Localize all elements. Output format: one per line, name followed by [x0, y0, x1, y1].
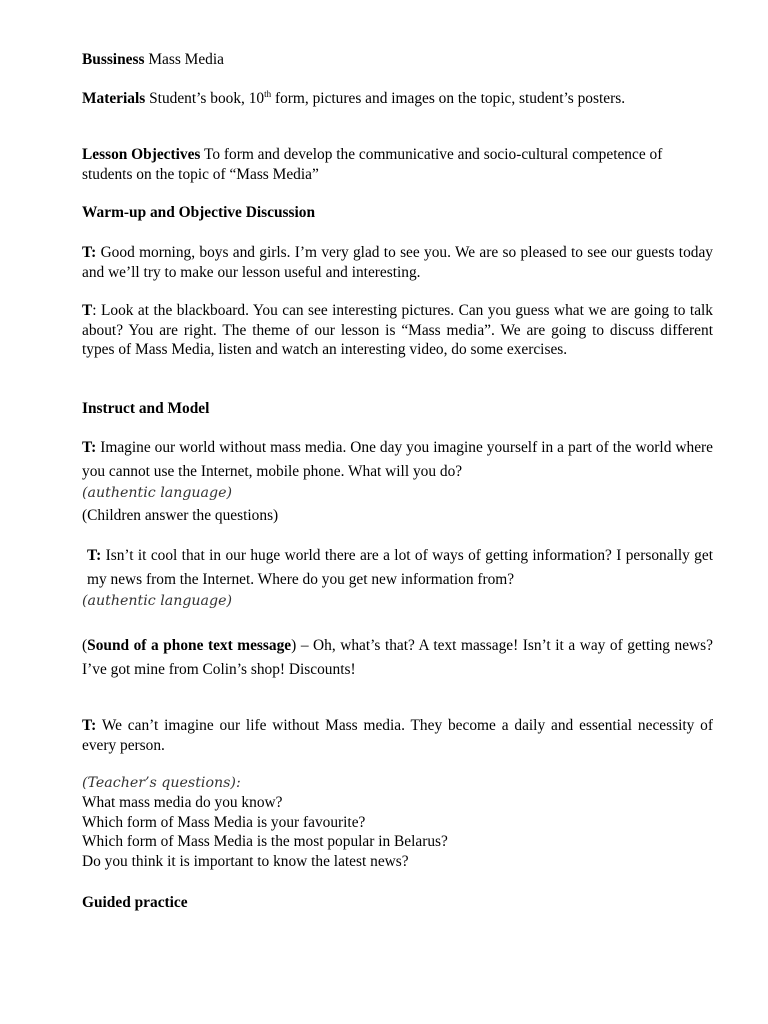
materials-label: Materials — [82, 90, 146, 107]
business-line — [82, 50, 713, 70]
paragraph-blackboard — [82, 301, 713, 360]
materials-text-after: form, pictures and images on the topic, student’s posters. — [271, 90, 626, 107]
speaker-label: T: — [82, 244, 97, 261]
note-authentic-language: (authentic language) — [82, 593, 233, 609]
paragraph-text-message: (Sound of a phone text message) – Oh, what’s that? A text massage! Isn’t it a way of getting news? I’ve got mine from Colin’s shop! Discounts! — [82, 637, 713, 678]
paragraph-text: Isn’t it cool that in our huge world there are a lot of ways of getting information? I personally get my news from the Internet. Where do you get new information from? — [87, 547, 713, 588]
objectives-text: To form and develop the communicative and socio-cultural competence of students on the topic of “Mass Media” — [82, 146, 663, 183]
sound-effect-label: Sound of a phone text message — [87, 637, 292, 654]
instruct-heading: Instruct and Model — [82, 400, 210, 417]
warmup-heading: Warm-up and Objective Discussion — [82, 204, 316, 221]
paragraph-greeting — [82, 243, 713, 282]
paragraph-cool — [82, 544, 713, 610]
note-authentic-language: (authentic language) — [82, 485, 233, 501]
children-note: (Children answer the questions) — [82, 507, 279, 524]
paragraph-text: Imagine our world without mass media. One day you imagine yourself in a part of the world where you cannot use the Internet, mobile phone. What will you do? — [82, 439, 713, 480]
question-item: Do you think it is important to know the latest news? — [82, 852, 409, 870]
materials-sup: th — [264, 88, 272, 99]
teacher-questions — [82, 774, 713, 871]
paragraph-text: – Oh, what’s that? A text massage! Isn’t it a way of getting news? I’ve got mine from Colin’s shop! Discounts! — [82, 637, 713, 678]
business-text: Mass Media — [148, 51, 224, 68]
question-item: Which form of Mass Media is your favourite? — [82, 813, 366, 831]
paragraph-text: We can’t imagine our life without Mass media. They become a daily and essential necessity of every person. — [82, 717, 713, 754]
objectives-paragraph — [82, 145, 713, 184]
objectives-label: Lesson Objectives — [82, 146, 201, 163]
guided-heading: Guided practice — [82, 894, 188, 911]
paragraph-imagine — [82, 436, 713, 526]
speaker-label: T: — [82, 439, 97, 456]
question-item: Which form of Mass Media is the most popular in Belarus? — [82, 833, 448, 850]
paragraph-text: : Look at the blackboard. You can see interesting pictures. Can you guess what we are going to talk about? You are right. The theme of our lesson is “Mass media”. We are going to discuss different types of Mass Media, listen and watch an interesting video, do some exercises. — [82, 302, 713, 358]
speaker-label: T — [82, 302, 93, 319]
business-label: Bussiness — [82, 51, 145, 68]
paragraph-life-without-media — [82, 716, 713, 755]
speaker-label: T: — [87, 547, 102, 564]
questions-label: (Teacher’s questions): — [82, 775, 241, 791]
speaker-label: T: — [82, 717, 97, 734]
question-item: What mass media do you know? — [82, 794, 283, 811]
materials-text-before: Student’s book, 10 — [149, 90, 265, 107]
materials-line — [82, 89, 713, 109]
paragraph-text: Good morning, boys and girls. I’m very glad to see you. We are so pleased to see our guests today and we’ll try to make our lesson useful and interesting. — [82, 244, 713, 281]
